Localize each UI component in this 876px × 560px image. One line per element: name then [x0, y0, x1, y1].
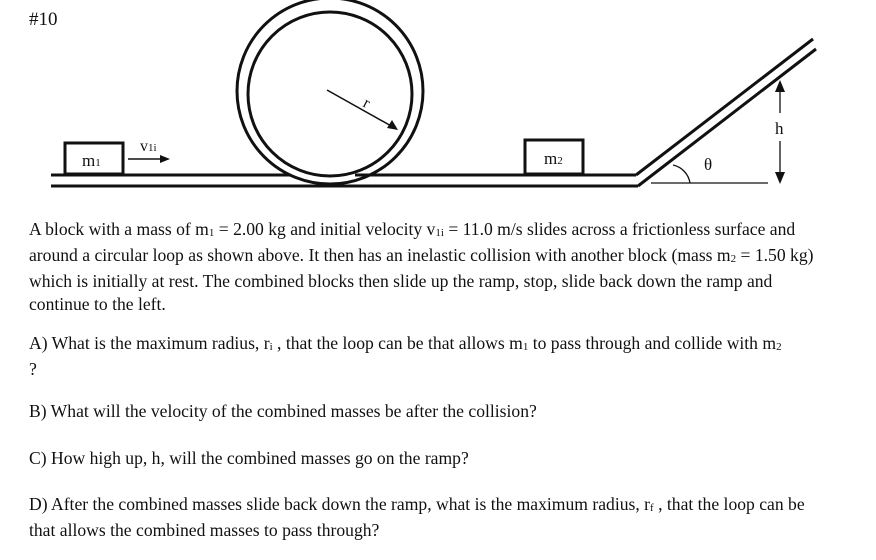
problem-description: A block with a mass of m1 = 2.00 kg and initial velocity v1i = 11.0 m/s slides across a frictionless surface and around a circular loop as shown above. It then has an inelastic collision with another block (mass m2 = 1.50 kg) which is initially at rest. The combined blocks then slide up the ramp, stop, slide back down the ramp and continue to the left. — [29, 219, 814, 314]
question-b: B) What will the velocity of the combined masses be after the collision? — [29, 401, 537, 421]
velocity-arrow — [128, 138, 170, 163]
svg-text:m1: m1 — [82, 151, 101, 170]
problem-number: #10 — [29, 9, 58, 30]
svg-text:m2: m2 — [544, 149, 563, 168]
question-c: C) How high up, h, will the combined masses go on the ramp? — [29, 448, 469, 468]
svg-text:v1i: v1i — [140, 138, 157, 155]
question-d: D) After the combined masses slide back down the ramp, what is the maximum radius, rf , that the loop can be that allows the combined masses to pass through? — [29, 494, 805, 540]
svg-text:r: r — [360, 94, 373, 113]
svg-text:h: h — [775, 119, 784, 138]
radius-arrow — [327, 90, 398, 130]
angle-marker — [651, 155, 768, 183]
physics-diagram — [0, 0, 876, 200]
block-m2 — [525, 140, 583, 174]
block-m1 — [65, 143, 123, 174]
height-arrow — [775, 80, 785, 184]
svg-text:θ: θ — [704, 155, 713, 174]
question-a: A) What is the maximum radius, ri , that the loop can be that allows m1 to pass through and collide with m2 ? — [29, 333, 782, 379]
